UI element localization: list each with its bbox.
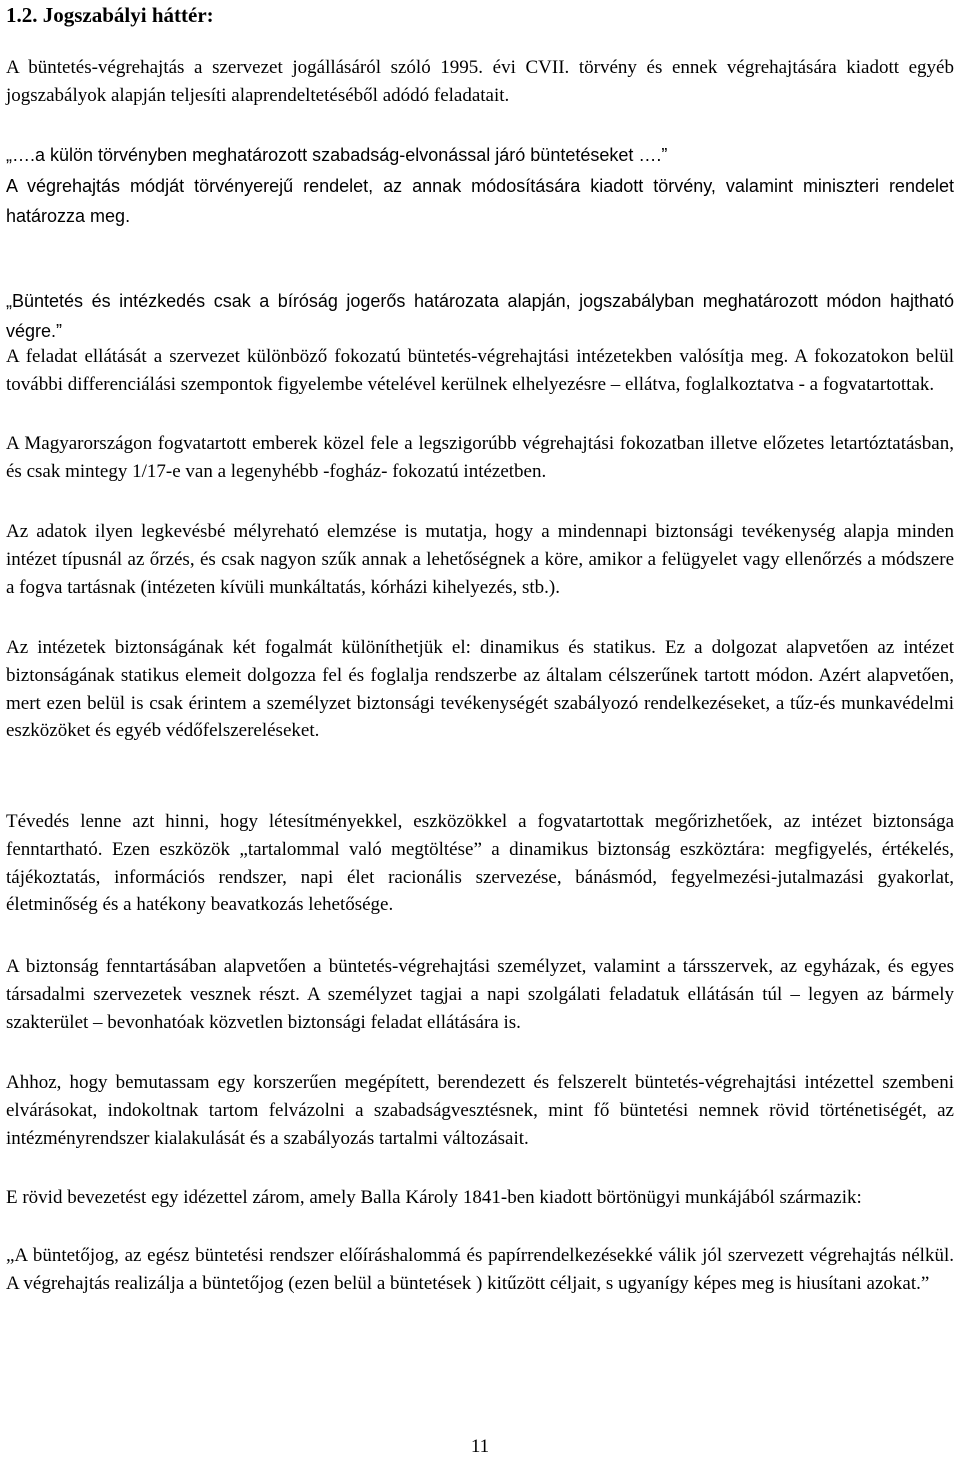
quote-court-decision: „Büntetés és intézkedés csak a bíróság jogerős határozata alapján, jogszabályban meghatározott módon hajtható végre.” — [6, 291, 954, 341]
paragraph-closing-quote-intro: E rövid bevezetést egy idézettel zárom, amely Balla Károly 1841-ben kiadott börtönügyi munkájából származik: — [6, 1187, 862, 1208]
paragraph-prisoners-statistics: A Magyarországon fogvatartott emberek közel fele a legszigorúbb végrehajtási fokozatban illetve előzetes letartóztatásban, és csak mintegy 1/17-e van a legenyhébb -fogház- fokozatú intézetben. — [6, 433, 954, 482]
paragraph-data-analysis: Az adatok ilyen legkevésbé mélyreható elemzése is mutatja, hogy a mindennapi biztonsági tevékenység alapja minden intézet típusnál az őrzés, és csak nagyon szűk annak a lehetőségnek a köre, amikor a felügyelet vagy ellenőrzés a módszere a fogva tartásnak (intézeten kívüli munkáltatás, kórházi kihelyezés, stb.). — [6, 521, 954, 598]
paragraph-institutions: A feladat ellátását a szervezet különböző fokozatú büntetés-végrehajtási intézetekben valósítja meg. A fokozatokon belül további differenciálási szempontok figyelembe vételével kerülnek elhelyezésre – ellátva, foglalkoztatva - a fogvatartottak. — [6, 346, 954, 395]
paragraph-legal-basis: A büntetés-végrehajtás a szervezet jogállásáról szóló 1995. évi CVII. törvény és ennek végrehajtására kiadott egyéb jogszabályok alapján teljesíti alaprendeltetéséből adódó feladatait. — [6, 57, 954, 106]
paragraph-security-personnel: A biztonság fenntartásában alapvetően a büntetés-végrehajtási személyzet, valamint a társszervek, az egyházak, és egyes társadalmi szervezetek vesznek részt. A személyzet tagjai a napi szolgálati feladatuk ellátásán túl – legyen az bármely szakterület – bevonhatóak közvetlen biztonsági feladat ellátására is. — [6, 956, 954, 1033]
paragraph-execution-method: A végrehajtás módját törvényerejű rendelet, az annak módosítására kiadott törvény, valamint miniszteri rendelet határozza meg. — [6, 176, 954, 226]
section-heading: 1.2. Jogszabályi háttér: — [6, 3, 214, 27]
paragraph-dynamic-security: Tévedés lenne azt hinni, hogy létesítményekkel, eszközökkel a fogvatartottak megőrizhetőek, az intézet biztonsága fenntartható. Ezen eszközök „tartalommal való megtöltése” a dinamikus biztonság eszköztára: megfigyelés, értékelés, tájékoztatás, információs rendszer, napi élet racionális szervezése, bánásmód, fegyelmezési-jutalmazási gyakorlat, életminőség és a hatékony beavatkozás lehetősége. — [6, 811, 954, 916]
paragraph-introduction-plan: Ahhoz, hogy bemutassam egy korszerűen megépített, berendezett és felszerelt büntetés-végrehajtási intézettel szembeni elvárásokat, indokoltnak tartom felvázolni a szabadságvesztésnek, mint fő büntetési nemnek rövid történetiségét, az intézményrendszer kialakulását és a szabályozás tartalmi változásait. — [6, 1072, 954, 1149]
page-number: 11 — [470, 1436, 490, 1457]
quote-law-excerpt: „….a külön törvényben meghatározott szabadság-elvonással járó büntetéseket ….” — [6, 145, 668, 165]
quote-balla-karoly: „A büntetőjog, az egész büntetési rendszer előíráshalommá és papírrendelkezésekké válik jól szervezett végrehajtás nélkül. A végrehajtás realizálja a büntetőjog (ezen belül a büntetések ) kitűzött céljait, s ugyanígy képes meg is hiusítani azokat.” — [6, 1245, 954, 1294]
paragraph-security-concepts: Az intézetek biztonságának két fogalmát különíthetjük el: dinamikus és statikus. Ez a dolgozat alapvetően az intézet biztonságának statikus elemeit dolgozza fel és foglalja rendszerbe az általam célszerűnek tartott módon. Azért alapvetően, mert ezen belül is csak érintem a személyzet biztonsági tevékenységét szabályozó rendelkezéseket, a tűz-és munkavédelmi eszközöket és egyéb védőfelszereléseket. — [6, 637, 954, 742]
